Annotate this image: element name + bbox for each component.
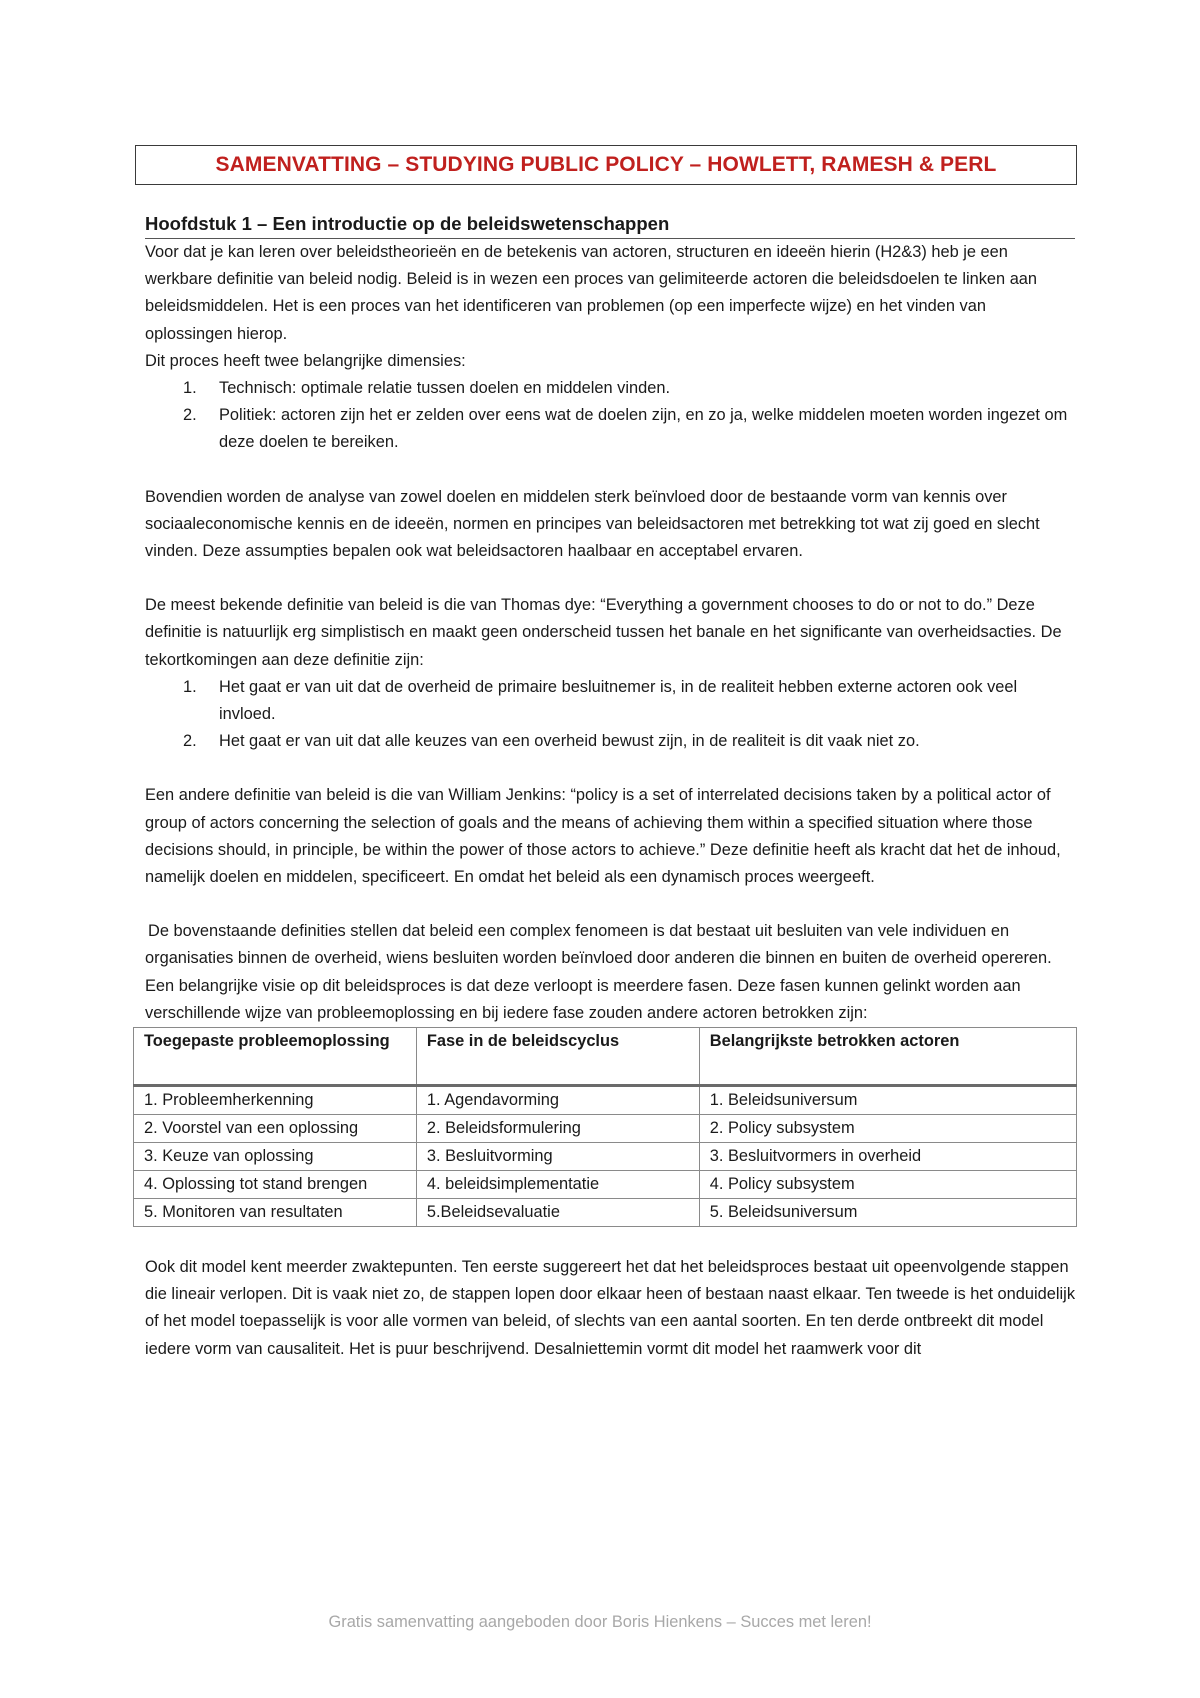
phases-table	[133, 1027, 1077, 1227]
table-cell: 4. Policy subsystem	[699, 1171, 1076, 1199]
document-title: SAMENVATTING – STUDYING PUBLIC POLICY – HOWLETT, RAMESH & PERL	[135, 145, 1077, 185]
table-cell: 1. Probleemherkenning	[134, 1086, 417, 1115]
table-cell: 3. Besluitvorming	[416, 1143, 699, 1171]
table-row	[134, 1086, 1077, 1115]
table-row	[134, 1115, 1077, 1143]
table-row	[134, 1199, 1077, 1227]
table-cell: 4. Oplossing tot stand brengen	[134, 1171, 417, 1199]
table-header: Toegepaste probleemoplossing	[134, 1028, 417, 1086]
list-item: 2. Politiek: actoren zijn het er zelden over eens wat de doelen zijn, en zo ja, welke middelen moeten worden ingezet om deze doelen te bereiken.	[183, 406, 1068, 452]
dimensions-intro: Dit proces heeft twee belangrijke dimensies:	[145, 351, 466, 370]
table-cell: 3. Besluitvormers in overheid	[699, 1143, 1076, 1171]
list-item: 1. Het gaat er van uit dat de overheid de primaire besluitnemer is, in de realiteit hebben externe actoren ook veel invloed.	[183, 677, 1018, 724]
table-cell: 3. Keuze van oplossing	[134, 1143, 417, 1171]
bovendien-paragraph: Bovendien worden de analyse van zowel doelen en middelen sterk beïnvloed door de bestaande vorm van kennis over sociaaleconomische kennis en de ideeën, normen en principes van beleidsactoren met betrekking tot wat zij goed en slecht vinden. Deze assumpties bepalen ook wat beleidsactoren haalbaar en acceptabel ervaren.	[145, 487, 1040, 561]
jenkins-paragraph: Een andere definitie van beleid is die van William Jenkins: “policy is a set of interrelated decisions taken by a political actor of group of actors concerning the selection of goals and the means of achieving them within a specified situation where those decisions should, in principle, be within the power of those actors to achieve.” Deze definitie heeft als kracht dat het de inhoud, namelijk doelen en middelen, specificeert. En omdat het beleid als een dynamisch proces weergeeft.	[145, 786, 1061, 887]
table-cell: 5. Monitoren van resultaten	[134, 1199, 417, 1227]
table-row	[134, 1171, 1077, 1199]
table-cell: 2. Beleidsformulering	[416, 1115, 699, 1143]
table-header: Fase in de beleidscyclus	[416, 1028, 699, 1086]
chapter-heading: Hoofdstuk 1 – Een introductie op de beleidswetenschappen	[145, 213, 1075, 239]
dimensions-list	[145, 375, 1075, 457]
table-cell: 1. Beleidsuniversum	[699, 1086, 1076, 1115]
table-cell: 1. Agendavorming	[416, 1086, 699, 1115]
weaknesses-paragraph: Ook dit model kent meerder zwaktepunten. Ten eerste suggereert het dat het beleidsproces bestaat uit opeenvolgende stappen die lineair verlopen. Dit is vaak niet zo, de stappen lopen door elkaar heen of bestaan naast elkaar. Ten tweede is het onduidelijk of het model toepasselijk is voor alle vormen van beleid, of slechts van een aantal soorten. En ten derde ontbreekt dit model iedere vorm van causaliteit. Het is puur beschrijvend. Desalniettemin vormt dit model het raamwerk voor dit	[145, 1258, 1076, 1358]
list-item: 1. Technisch: optimale relatie tussen doelen en middelen vinden.	[183, 379, 671, 398]
table-header: Belangrijkste betrokken actoren	[699, 1028, 1076, 1086]
intro-paragraph: Voor dat je kan leren over beleidstheorieën en de betekenis van actoren, structuren en ideeën hierin (H2&3) heb je een werkbare definitie van beleid nodig. Beleid is in wezen een proces van gelimiteerde actoren die beleidsdoelen te linken aan beleidsmiddelen. Het is een proces van het identificeren van problemen (op een imperfecte wijze) en het vinden van oplossingen hierop.	[145, 243, 1038, 343]
table-cell: 5. Beleidsuniversum	[699, 1199, 1076, 1227]
list-item: 2. Het gaat er van uit dat alle keuzes van een overheid bewust zijn, in de realiteit is dit vaak niet zo.	[183, 732, 920, 751]
table-cell: 2. Voorstel van een oplossing	[134, 1115, 417, 1143]
table-header-row	[134, 1028, 1077, 1086]
bovenstaande-paragraph: De bovenstaande definities stellen dat beleid een complex fenomeen is dat bestaat uit besluiten van vele individuen en organisaties binnen de overheid, wiens besluiten worden beïnvloed door anderen die binnen en buiten de overheid opereren. Een belangrijke visie op dit beleidsproces is dat deze verloopt is meerdere fasen. Deze fasen kunnen gelinkt worden aan verschillende wijze van probleemoplossing en bij iedere fase zouden andere actoren betrokken zijn:	[145, 922, 1052, 1022]
document-page	[145, 145, 1075, 1363]
table-cell: 5.Beleidsevaluatie	[416, 1199, 699, 1227]
table-row	[134, 1143, 1077, 1171]
table-cell: 4. beleidsimplementatie	[416, 1171, 699, 1199]
shortcomings-list	[145, 674, 1075, 756]
dye-paragraph: De meest bekende definitie van beleid is die van Thomas dye: “Everything a government chooses to do or not to do.” Deze definitie is natuurlijk erg simplistisch en maakt geen onderscheid tussen het banale en het significante van overheidsacties. De tekortkomingen aan deze definitie zijn:	[145, 596, 1062, 669]
page-footer: Gratis samenvatting aangeboden door Boris Hienkens – Succes met leren!	[328, 1613, 872, 1631]
table-cell: 2. Policy subsystem	[699, 1115, 1076, 1143]
